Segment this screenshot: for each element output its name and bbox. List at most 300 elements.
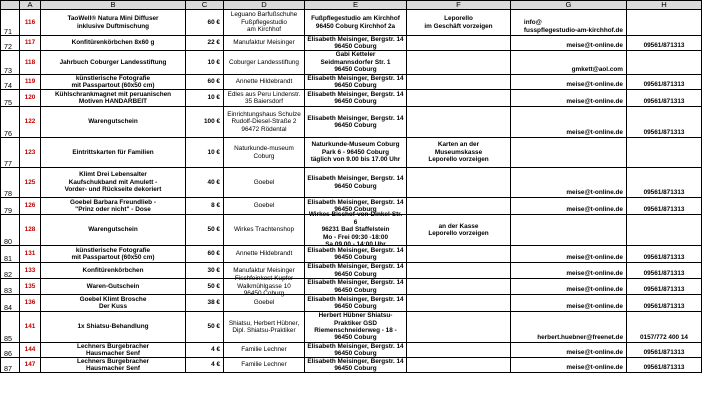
table-cell-b[interactable] [41,279,186,295]
table-cell-h-text: 09561/871313 [643,363,685,371]
table-cell-h-text: 09561/871313 [643,253,685,261]
table-cell-c[interactable] [186,90,224,107]
table-cell-c-text: 10 € [207,148,220,156]
table-cell-h-text: 09561/871313 [643,80,685,88]
table-cell-d[interactable] [224,312,305,343]
table-cell-b-text: Goebel Barbara Freundlieb - "Prinz oder nicht" - Dose [70,198,156,213]
table-cell-g[interactable] [511,358,627,373]
table-cell-f[interactable] [407,36,511,51]
column-header-a[interactable] [20,0,41,10]
table-cell-h-text: 09561/871313 [643,269,685,277]
table-cell-a-text: 128 [24,226,36,234]
table-cell-d[interactable] [224,215,305,246]
table-cell-d-text: Einrichtungshaus Schulze Rudolf-Diesel-Straße 2 96472 Rödental [227,110,301,133]
row-header[interactable] [0,246,20,263]
table-cell-f[interactable] [407,343,511,358]
table-cell-h[interactable] [627,343,702,358]
table-cell-e[interactable] [305,90,407,107]
table-cell-c[interactable] [186,138,224,168]
table-cell-g-text: meise@t-online.de [566,302,623,310]
table-cell-f[interactable] [407,75,511,90]
table-cell-d[interactable] [224,343,305,358]
table-cell-d[interactable] [224,358,305,373]
table-cell-c-text: 100 € [204,118,220,126]
table-cell-c-text: 60 € [207,78,220,86]
table-cell-a-text: 123 [24,148,36,156]
table-cell-a[interactable] [20,90,41,107]
table-cell-b-text: Eintrittskarten für Familien [72,148,154,156]
table-cell-e[interactable] [305,107,407,138]
table-cell-d-text: Naturkunde-museum Coburg [234,145,294,160]
table-cell-c[interactable] [186,279,224,295]
row-header[interactable] [0,343,20,358]
row-header[interactable] [0,75,20,90]
table-cell-g[interactable] [511,107,627,138]
table-cell-c-text: 60 € [207,250,220,258]
table-cell-e-text: Elisabeth Meisinger, Bergstr. 14 96450 Coburg [307,114,404,129]
table-cell-d-text: Familie Lechner [241,361,287,369]
table-cell-c-text: 8 € [211,202,220,210]
row-header-text: 78 [4,188,12,198]
table-cell-h-text: 09561/871313 [643,128,685,136]
table-cell-a[interactable] [20,295,41,312]
row-header[interactable] [0,36,20,51]
table-cell-c-text: 4 € [211,346,220,354]
table-cell-a-text: 126 [24,202,36,210]
table-cell-d[interactable] [224,275,305,298]
table-cell-b-text: Lechners Burgebracher Hausmacher Senf [76,357,150,372]
table-cell-d[interactable] [224,168,305,198]
table-cell-f-text: Leporello im Geschäft vorzeigen [424,15,493,30]
table-cell-h[interactable] [627,168,702,198]
table-cell-d-text: Manufaktur Meisinger [233,266,295,274]
table-cell-g[interactable] [511,90,627,107]
table-cell-b[interactable] [41,107,186,138]
row-header-text: 84 [4,302,12,312]
table-cell-c-text: 38 € [207,299,220,307]
table-cell-e[interactable] [305,75,407,90]
row-header-text: 74 [4,80,12,90]
table-cell-a-text: 144 [24,346,36,354]
table-cell-h-text: 09561/871313 [643,188,685,196]
table-cell-d-text: Goebel [253,178,275,186]
table-cell-a[interactable] [20,75,41,90]
table-cell-e[interactable] [305,211,407,249]
table-cell-d-text: Wirkes Trachtenshop [233,226,295,234]
table-cell-c[interactable] [186,107,224,138]
table-cell-b[interactable] [41,246,186,263]
table-cell-g[interactable] [511,36,627,51]
row-header[interactable] [0,198,20,215]
table-cell-g[interactable] [511,295,627,312]
table-cell-a-text: 141 [24,323,36,331]
column-header-h[interactable] [627,0,702,10]
table-cell-c-text: 40 € [207,178,220,186]
table-cell-f[interactable] [407,358,511,373]
table-cell-e-text: Elisabeth Meisinger, Bergstr. 14 96450 Coburg [307,74,404,89]
table-cell-h-text: 09561/871313 [643,97,685,105]
table-cell-h-text: 09561/871313 [643,205,685,213]
table-cell-a-text: 120 [24,94,36,102]
row-header-text: 80 [4,236,12,246]
table-cell-b-text: Warengutschein [88,226,138,234]
table-cell-g-text: info@ fusspflegestudio-am-kirchhof.de [523,19,623,34]
table-cell-a-text: 135 [24,282,36,290]
table-cell-b[interactable] [41,36,186,51]
table-cell-g[interactable] [511,246,627,263]
table-cell-c-text: 30 € [207,266,220,274]
table-cell-h[interactable] [627,215,702,246]
table-cell-b-text: künstlerische Fotografie mit Passpartout (60x50 cm) [71,246,155,261]
table-cell-e[interactable] [305,358,407,373]
table-cell-e-text: Gabi Ketteler Seidmannsdorfer Str. 1 96450 Coburg [320,51,391,74]
table-cell-h[interactable] [627,198,702,215]
table-cell-g-text: meise@t-online.de [566,253,623,261]
table-cell-g[interactable] [511,168,627,198]
table-cell-d-text: Goebel [253,202,275,210]
table-cell-g-text: meise@t-online.de [566,363,623,371]
table-cell-f[interactable] [407,168,511,198]
table-cell-e[interactable] [305,138,407,168]
table-cell-g[interactable] [511,343,627,358]
table-cell-c[interactable] [186,36,224,51]
table-cell-f[interactable] [407,10,511,36]
column-header-f[interactable] [407,0,511,10]
table-cell-b-text: 1x Shiatsu-Behandlung [77,323,149,331]
table-cell-a[interactable] [20,10,41,36]
table-cell-d[interactable] [224,107,305,138]
table-cell-d[interactable] [224,90,305,107]
table-cell-g-text: meise@t-online.de [566,80,623,88]
table-cell-h-text: 09561/871313 [643,302,685,310]
column-header-c[interactable] [186,0,224,10]
row-header[interactable] [0,215,20,246]
table-cell-f[interactable] [407,138,511,168]
table-cell-e-text: Elisabeth Meisinger, Bergstr. 14 96450 Coburg [307,357,404,372]
table-cell-a-text: 133 [24,266,36,274]
table-cell-h[interactable] [627,36,702,51]
table-cell-b-text: TaoWell® Natura Mini Diffuser inklusive Duftmischung [67,15,159,30]
table-cell-g-text: meise@t-online.de [566,188,623,196]
table-cell-f[interactable] [407,215,511,246]
table-cell-g-text: meise@t-online.de [566,348,623,356]
table-cell-b[interactable] [41,75,186,90]
table-cell-h[interactable] [627,246,702,263]
row-header-text: 77 [4,158,12,168]
table-cell-c[interactable] [186,263,224,279]
table-cell-g-text: meise@t-online.de [566,41,623,49]
table-cell-a[interactable] [20,36,41,51]
table-cell-e-text: Wirkes Bischof-von-Dinkel-Str. 6 96231 Bad Staffelstein Mo - Frei 09:30 -18:00 Sa 09.00 - 14:00 Uhr [308,211,403,249]
table-cell-h[interactable] [627,51,702,75]
table-cell-b-text: künstlerische Fotografie mit Passpartout (60x50 cm) [71,74,155,89]
table-cell-b[interactable] [41,51,186,75]
table-cell-g-text: herbert.huebner@freenet.de [537,333,623,341]
table-cell-f[interactable] [407,246,511,263]
column-header-c-text: C [201,0,208,10]
table-cell-c-text: 10 € [207,58,220,66]
table-cell-a-text: 119 [24,78,36,86]
table-cell-a[interactable] [20,279,41,295]
table-cell-c[interactable] [186,198,224,215]
row-header-text: 85 [4,333,12,343]
table-cell-c[interactable] [186,168,224,198]
table-cell-d-text: Shiatsu, Herbert Hübner, Dipl. Shiatsu-Praktiker [228,319,300,334]
table-cell-b-text: Kühlschrankmagnet mit peruanischen Motiven HANDARBEIT [54,90,172,105]
table-cell-e[interactable] [305,279,407,295]
table-cell-d-text: Leguano Barfußschuhe Fußpflegestudio am Kirchhof [230,11,298,34]
table-cell-e[interactable] [305,343,407,358]
table-cell-a[interactable] [20,312,41,343]
table-cell-d-text: Edles aus Peru Lindenstr. 35 Baiersdorf [227,90,301,105]
table-cell-g-text: meise@t-online.de [566,97,623,105]
table-cell-f-text: an der Kasse Leporello vorzeigen [428,222,489,237]
table-cell-g-text: meise@t-online.de [566,205,623,213]
table-cell-a-text: 117 [24,39,36,47]
table-cell-f[interactable] [407,312,511,343]
table-cell-a[interactable] [20,198,41,215]
row-header-text: 71 [4,26,12,36]
table-cell-b[interactable] [41,215,186,246]
table-cell-e[interactable] [305,312,407,343]
table-cell-g[interactable] [511,215,627,246]
table-cell-b[interactable] [41,343,186,358]
table-cell-e-text: Elisabeth Meisinger, Bergstr. 14 96450 Coburg [307,295,404,310]
table-cell-g[interactable] [511,75,627,90]
table-cell-f[interactable] [407,295,511,312]
table-cell-e[interactable] [305,246,407,263]
table-cell-d[interactable] [224,295,305,312]
row-header-text: 72 [4,41,12,51]
table-cell-g[interactable] [511,279,627,295]
table-cell-b[interactable] [41,168,186,198]
table-cell-b-text: Waren-Gutschein [86,282,140,290]
table-cell-h[interactable] [627,107,702,138]
column-header-e[interactable] [305,0,407,10]
table-cell-f-text: Karten an der Museumskasse Leporello vorzeigen [428,141,489,164]
table-cell-d-text: Manufaktur Meisinger [233,39,295,47]
table-cell-e-text: Elisabeth Meisinger, Bergstr. 14 96450 Coburg [307,246,404,261]
table-cell-d[interactable] [224,36,305,51]
table-cell-h[interactable] [627,90,702,107]
table-cell-b-text: Konfitürenkörbchen [82,266,144,274]
table-cell-g[interactable] [511,10,627,36]
row-header-text: 73 [4,65,12,75]
table-cell-a-text: 136 [24,299,36,307]
column-header-g[interactable] [511,0,627,10]
table-cell-d-text: Annette Hildebrandt [235,250,293,258]
table-cell-a[interactable] [20,263,41,279]
table-cell-a[interactable] [20,51,41,75]
table-cell-g-text: meise@t-online.de [566,128,623,136]
table-cell-h-text: 09561/871313 [643,41,685,49]
table-cell-a[interactable] [20,168,41,198]
table-cell-d[interactable] [224,138,305,168]
table-cell-b[interactable] [41,263,186,279]
row-header[interactable] [0,168,20,198]
table-cell-h[interactable] [627,10,702,36]
table-cell-f[interactable] [407,198,511,215]
row-header[interactable] [0,263,20,279]
table-cell-c[interactable] [186,312,224,343]
table-cell-d[interactable] [224,246,305,263]
table-cell-a[interactable] [20,358,41,373]
table-cell-e-text: Fußpflegestudio am Kirchhof 96450 Coburg Kirchhof 2a [311,15,400,30]
table-cell-e[interactable] [305,51,407,75]
table-cell-e-text: Herbert Hübner Shiatsu-Praktiker GSD Riemenschneiderweg - 18 - 96450 Coburg [314,312,397,342]
table-cell-c[interactable] [186,51,224,75]
table-cell-h[interactable] [627,138,702,168]
table-cell-c-text: 50 € [207,323,220,331]
table-cell-c[interactable] [186,75,224,90]
table-cell-e-text: Elisabeth Meisinger, Bergstr. 14 96450 Coburg [307,35,404,50]
row-header-text: 82 [4,269,12,279]
table-cell-e-text: Elisabeth Meisinger, Bergstr. 14 96450 Coburg [307,342,404,357]
table-cell-e-text: Elisabeth Meisinger, Bergstr. 14 96450 Coburg [307,175,404,190]
table-cell-c[interactable] [186,215,224,246]
row-header-text: 86 [4,348,12,358]
table-cell-e[interactable] [305,295,407,312]
column-header-h-text: H [661,0,667,10]
row-header[interactable] [0,279,20,295]
table-cell-g-text: gmkett@aol.com [571,65,623,73]
row-header[interactable] [0,358,20,373]
table-cell-c-text: 22 € [207,39,220,47]
table-cell-g-text: meise@t-online.de [566,269,623,277]
table-cell-f[interactable] [407,279,511,295]
table-cell-a[interactable] [20,138,41,168]
table-cell-e[interactable] [305,10,407,36]
table-cell-a[interactable] [20,215,41,246]
table-cell-h[interactable] [627,358,702,373]
table-cell-f[interactable] [407,90,511,107]
table-cell-h[interactable] [627,263,702,279]
table-cell-b[interactable] [41,312,186,343]
table-cell-d[interactable] [224,75,305,90]
table-cell-h[interactable] [627,75,702,90]
table-cell-f[interactable] [407,107,511,138]
column-header-a-text: A [27,0,33,10]
table-cell-e-text: Elisabeth Meisinger, Bergstr. 14 96450 Coburg [307,279,404,294]
column-header-d[interactable] [224,0,305,10]
table-cell-f[interactable] [407,263,511,279]
column-header-b[interactable] [41,0,186,10]
table-cell-e-text: Elisabeth Meisinger, Bergstr. 14 96450 Coburg [307,263,404,278]
table-cell-b-text: Lechners Burgebracher Hausmacher Senf [76,342,150,357]
table-cell-g[interactable] [511,312,627,343]
table-cell-c-text: 50 € [207,282,220,290]
table-cell-a-text: 131 [24,250,36,258]
column-header-e-text: E [352,0,359,10]
table-cell-d-text: Fischfeinkost-Kupfer Walkmühlgasse 10 96450 Coburg [234,275,294,298]
column-header-d-text: D [261,0,267,10]
row-header-text: 83 [4,285,12,295]
table-cell-h[interactable] [627,312,702,343]
table-cell-b[interactable] [41,198,186,215]
table-cell-c-text: 4 € [211,361,220,369]
table-cell-a-text: 125 [24,178,36,186]
table-cell-b[interactable] [41,10,186,36]
table-cell-a[interactable] [20,343,41,358]
table-cell-b-text: Jahrbuch Coburger Landesstiftung [59,58,167,66]
table-cell-g[interactable] [511,51,627,75]
row-header[interactable] [0,107,20,138]
table-cell-d[interactable] [224,198,305,215]
column-header-b-text: B [110,0,116,10]
table-cell-b-text: Warengutschein [88,118,138,126]
table-cell-c-text: 60 € [207,18,220,26]
table-cell-h-text: 09561/871313 [643,285,685,293]
table-cell-c-text: 50 € [207,226,220,234]
table-cell-e[interactable] [305,263,407,279]
row-header-text: 81 [4,253,12,263]
table-cell-e-text: Naturkunde-Museum Coburg Park 6 - 96450 Coburg täglich von 9.00 bis 17.00 Uhr [310,141,401,164]
table-cell-f[interactable] [407,51,511,75]
table-cell-a-text: 147 [24,361,36,369]
table-cell-e[interactable] [305,36,407,51]
table-cell-c[interactable] [186,343,224,358]
row-header-text: 87 [4,363,12,373]
table-cell-g-text: meise@t-online.de [566,285,623,293]
row-header-text: 79 [4,205,12,215]
table-cell-h-text: 0157/772 400 14 [640,333,688,341]
table-cell-e-text: Elisabeth Meisinger, Bergstr. 14 96450 Coburg [307,198,404,213]
row-header-text: 75 [4,97,12,107]
table-cell-b[interactable] [41,295,186,312]
table-cell-d[interactable] [224,10,305,36]
table-cell-c[interactable] [186,295,224,312]
table-cell-b-text: Konfitürenkörbchen 8x60 g [71,39,155,47]
select-all-corner[interactable] [0,0,20,10]
table-cell-b-text: Goebel Klimt Brosche Der Kuss [79,295,147,310]
table-cell-h-text: 09561/871313 [643,348,685,356]
row-header[interactable] [0,312,20,343]
row-header[interactable] [0,295,20,312]
table-cell-h[interactable] [627,279,702,295]
table-cell-b[interactable] [41,358,186,373]
table-cell-a-text: 122 [24,118,36,126]
table-cell-a[interactable] [20,107,41,138]
column-header-f-text: F [456,0,461,10]
table-cell-d-text: Annette Hildebrandt [235,78,293,86]
table-cell-d-text: Familie Lechner [241,346,287,354]
table-cell-b[interactable] [41,138,186,168]
table-cell-e-text: Elisabeth Meisinger, Bergstr. 14 96450 Coburg [307,90,404,105]
table-cell-g[interactable] [511,198,627,215]
table-cell-g[interactable] [511,138,627,168]
row-header[interactable] [0,138,20,168]
table-cell-b[interactable] [41,90,186,107]
table-cell-a[interactable] [20,246,41,263]
table-cell-c[interactable] [186,10,224,36]
table-cell-c-text: 10 € [207,94,220,102]
table-cell-b-text: Klimt Drei Lebensalter Kaufschukband mit Amulett - Vorder- und Rückseite dekoriert [64,171,162,194]
table-cell-h[interactable] [627,295,702,312]
table-cell-d-text: Goebel [253,299,275,307]
row-header[interactable] [0,51,20,75]
table-cell-e[interactable] [305,168,407,198]
row-header-text: 76 [4,128,12,138]
table-cell-d[interactable] [224,51,305,75]
row-header[interactable] [0,90,20,107]
column-header-g-text: G [565,0,572,10]
row-header[interactable] [0,10,20,36]
table-cell-a-text: 116 [24,18,36,26]
table-cell-c[interactable] [186,246,224,263]
table-cell-c[interactable] [186,358,224,373]
table-cell-g[interactable] [511,263,627,279]
table-cell-d-text: Coburger Landesstiftung [229,58,299,66]
